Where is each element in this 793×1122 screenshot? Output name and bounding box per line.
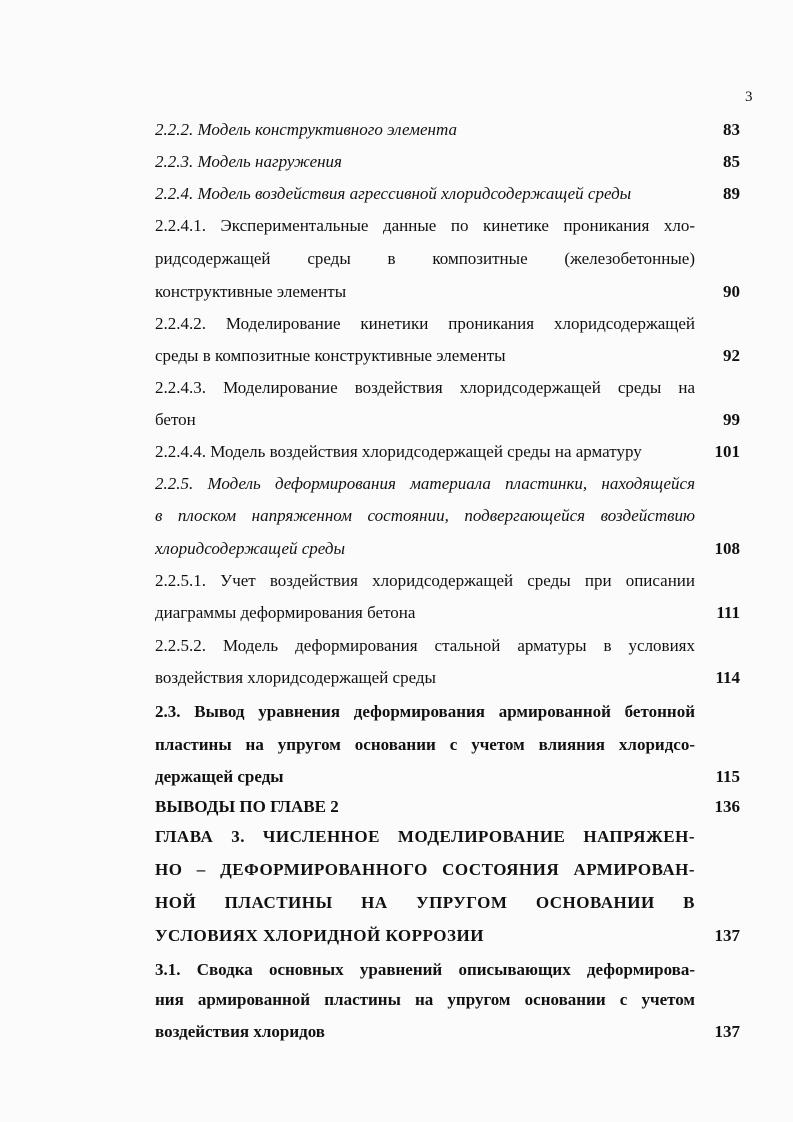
toc-entry-text: НОЙ ПЛАСТИНЫ НА УПРУГОМ ОСНОВАНИИ В	[155, 893, 695, 912]
toc-entry-text: 2.2.5. Модель деформирования материала пластинки, находящейся	[155, 474, 695, 493]
toc-page-number: 137	[714, 926, 740, 945]
toc-page-number: 99	[723, 410, 740, 429]
toc-entry-text: конструктивные элементы	[155, 282, 347, 301]
toc-entry-text: 2.2.4. Модель воздействия агрессивной хлоридсодержащей среды	[155, 184, 632, 203]
toc-entry-text: 2.2.4.1. Экспериментальные данные по кинетике проникания хло-	[155, 216, 695, 235]
toc-entry-text: пластины на упругом основании с учетом влияния хлоридсо-	[155, 735, 695, 754]
toc-entry-text: УСЛОВИЯХ ХЛОРИДНОЙ КОРРОЗИИ	[155, 926, 484, 945]
toc-page-number: 83	[723, 120, 740, 139]
toc-entry-text: ния армированной пластины на упругом основании с учетом	[155, 990, 695, 1009]
toc-page-number: 85	[723, 152, 740, 171]
toc-entry-text: воздействия хлоридсодержащей среды	[155, 668, 436, 687]
toc-entry-text: ридсодержащей среды в композитные (железобетонные)	[155, 249, 695, 268]
toc-page-number: 114	[715, 668, 740, 687]
toc-entry-text: 2.3. Вывод уравнения деформирования армированной бетонной	[155, 702, 695, 721]
toc-page-number: 115	[715, 767, 740, 786]
toc-entry-text: бетон	[155, 410, 196, 429]
toc-entry-text: 3.1. Сводка основных уравнений описывающих деформирова-	[155, 960, 695, 979]
toc-page-number: 137	[714, 1022, 740, 1041]
toc-page-number: 108	[714, 539, 740, 558]
toc-entry-text: ВЫВОДЫ ПО ГЛАВЕ 2	[155, 797, 339, 816]
toc-entry-text: диаграммы деформирования бетона	[155, 603, 416, 622]
toc-entry-text: среды в композитные конструктивные элементы	[155, 346, 506, 365]
toc-page-number: 101	[714, 442, 740, 461]
toc-entry-text: 2.2.4.4. Модель воздействия хлоридсодержащей среды на арматуру	[155, 442, 642, 461]
toc-page-number: 89	[723, 184, 740, 203]
toc-entry-text: 2.2.2. Модель конструктивного элемента	[155, 120, 457, 139]
toc-entry-text: 2.2.5.2. Модель деформирования стальной арматуры в условиях	[155, 636, 695, 655]
toc-page-number: 136	[714, 797, 740, 816]
toc-entry-text: в плоском напряженном состоянии, подвергающейся воздействию	[155, 506, 695, 525]
toc-entry-text: НО – ДЕФОРМИРОВАННОГО СОСТОЯНИЯ АРМИРОВАН-	[155, 860, 695, 879]
toc-entry-text: ГЛАВА 3. ЧИСЛЕННОЕ МОДЕЛИРОВАНИЕ НАПРЯЖЕН-	[155, 827, 695, 846]
toc-entry-text: 2.2.3. Модель нагружения	[155, 152, 342, 171]
toc-entry-text: 2.2.4.2. Моделирование кинетики проникания хлоридсодержащей	[155, 314, 695, 333]
toc-page-number: 92	[723, 346, 740, 365]
toc-page-number: 90	[723, 282, 740, 301]
toc-entry-text: хлоридсодержащей среды	[155, 539, 346, 558]
toc-page-number: 111	[716, 603, 740, 622]
toc-entry-text: 2.2.5.1. Учет воздействия хлоридсодержащей среды при описании	[155, 571, 695, 590]
page-number: 3	[745, 89, 753, 105]
toc-entry-text: 2.2.4.3. Моделирование воздействия хлоридсодержащей среды на	[155, 378, 695, 397]
toc-entry-text: держащей среды	[155, 767, 284, 786]
toc-entry-text: воздействия хлоридов	[155, 1022, 325, 1041]
